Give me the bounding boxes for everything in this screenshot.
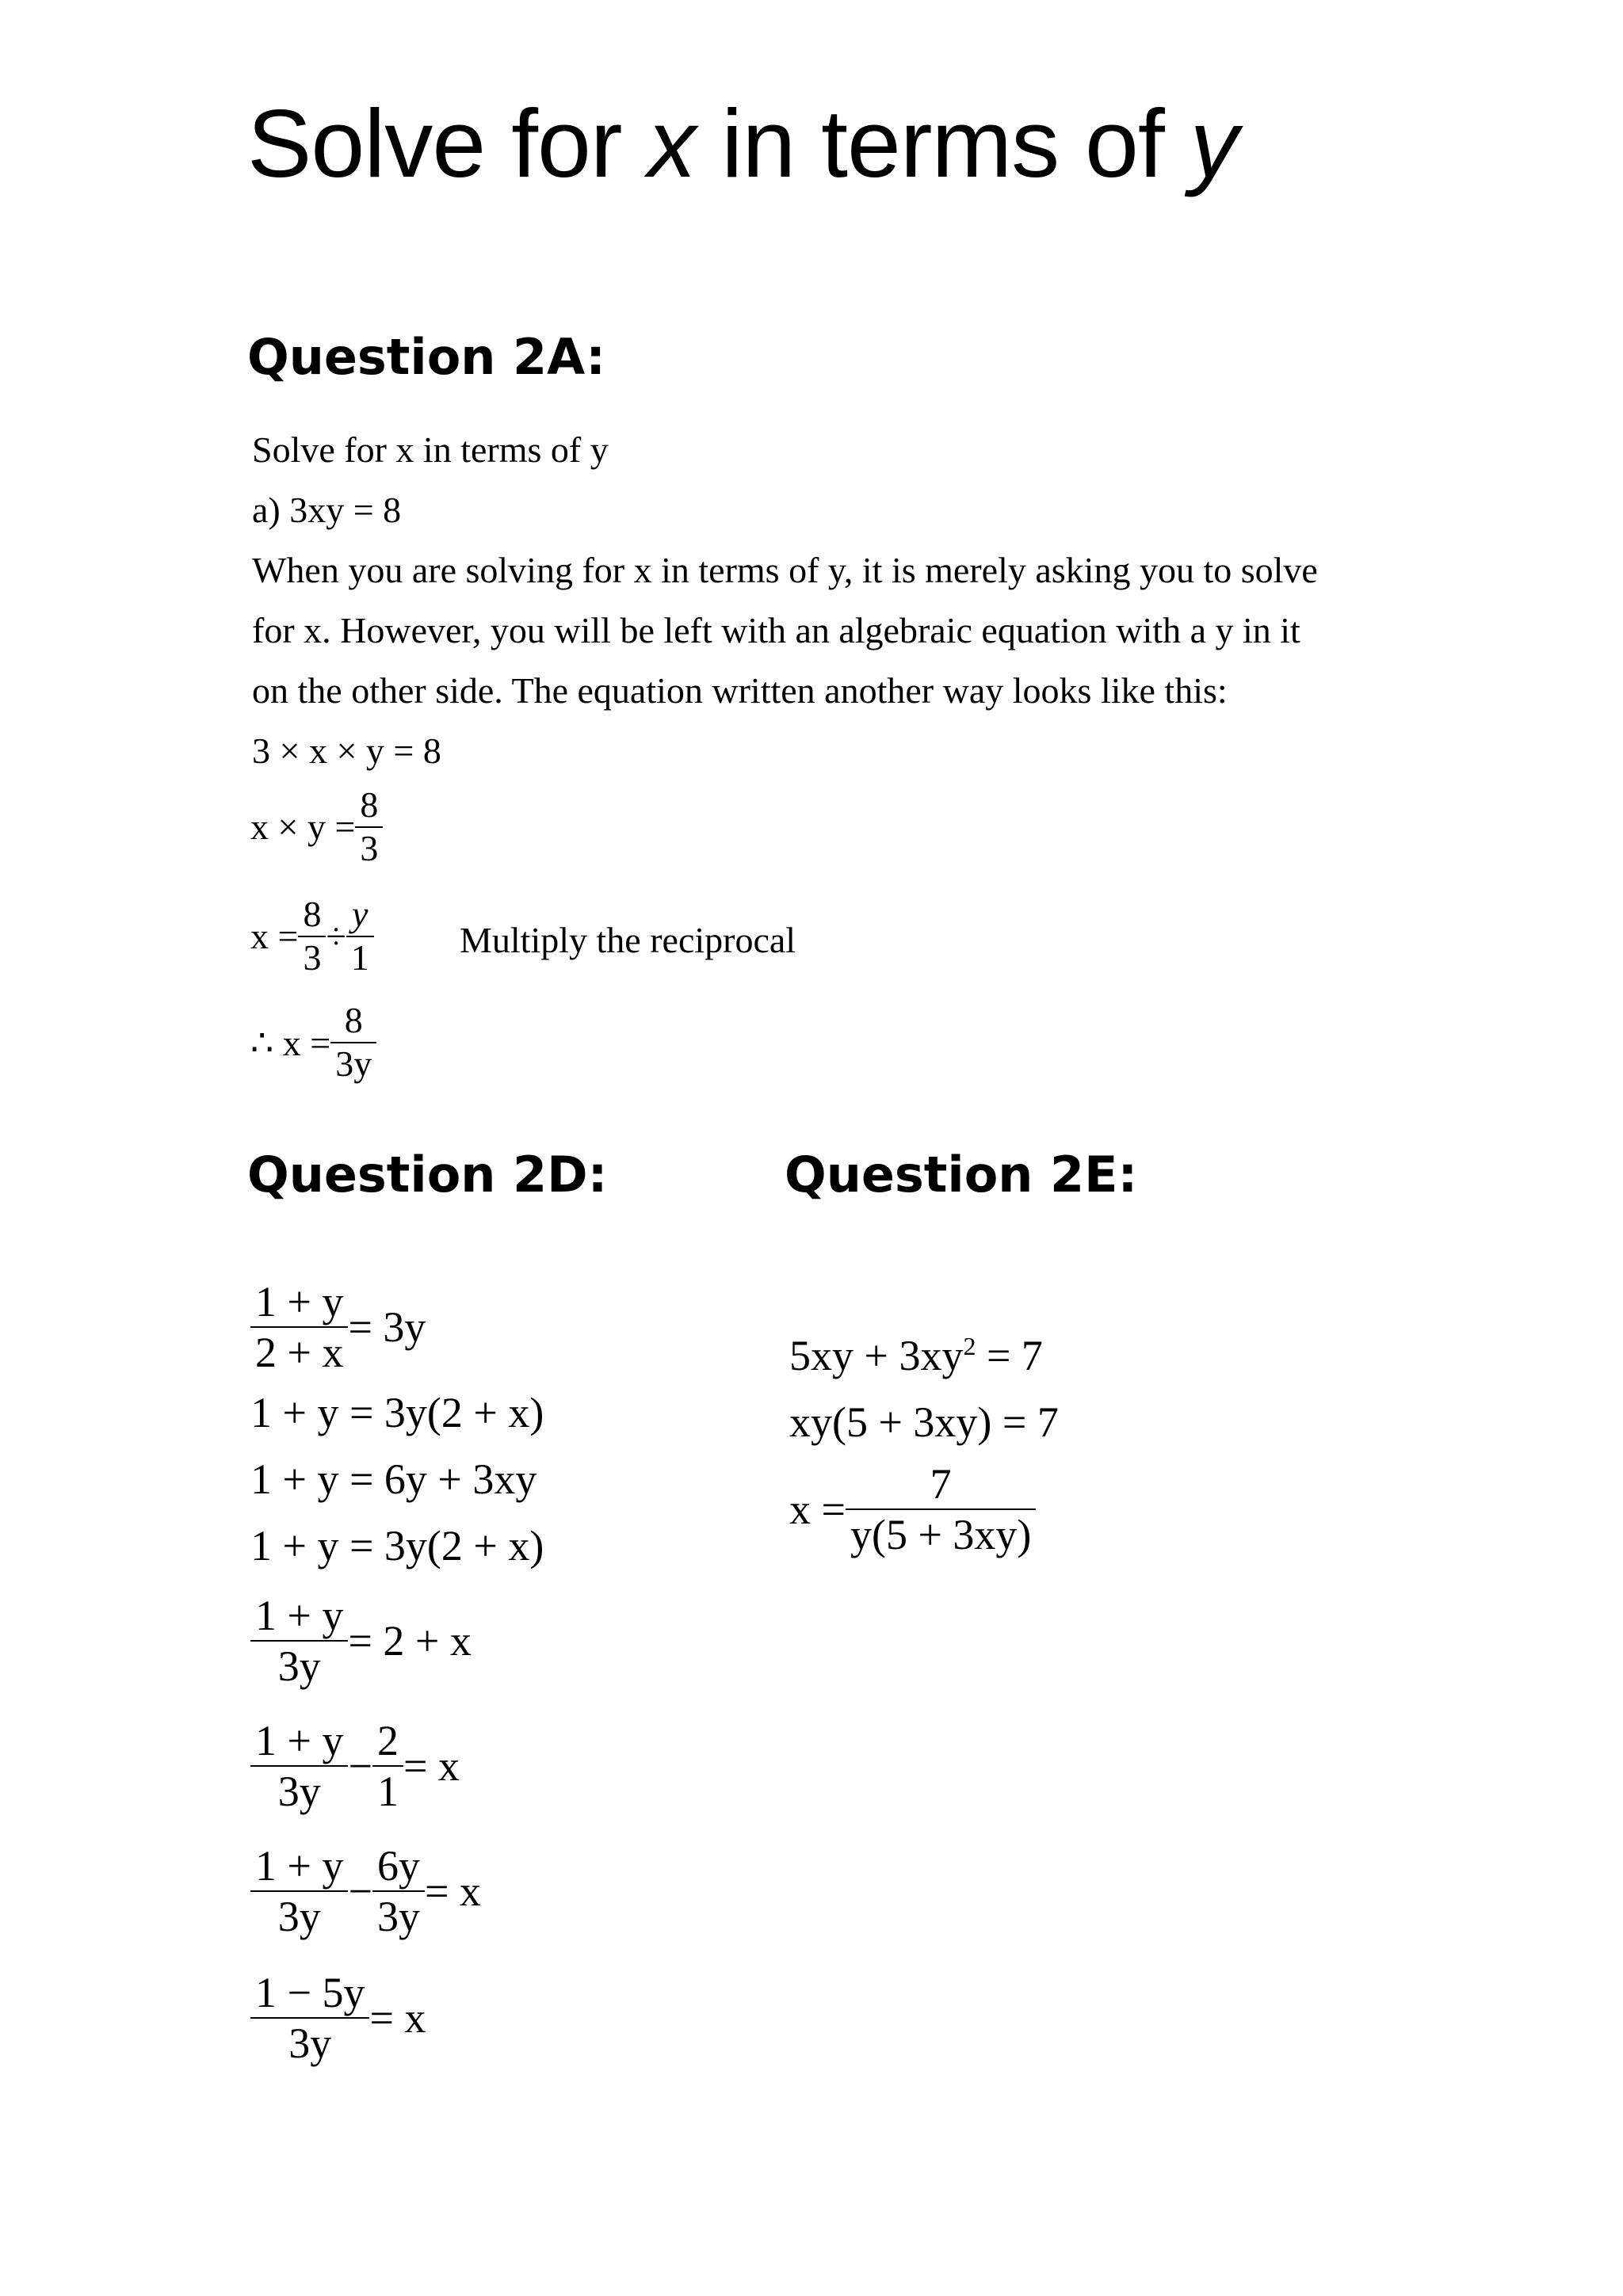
step-2-numerator: 8	[360, 784, 379, 825]
step-4-denominator: 3y	[335, 1043, 372, 1084]
step-3-note: Multiply the reciprocal	[460, 920, 796, 960]
explanation-line-3: on the other side. The equation written another way looks like this:	[252, 670, 1228, 711]
q2d-line-6-denominator-1: 3y	[277, 1768, 321, 1816]
q2d-line-1	[250, 1277, 426, 1377]
q2d-line-8-rhs: = x	[369, 1994, 426, 2042]
minus-operator: −	[348, 1742, 372, 1791]
step-4	[250, 1000, 376, 1085]
title-var-x: x	[647, 90, 696, 197]
q2d-line-8-fraction	[250, 1968, 369, 2068]
question-2a-prompt: Solve for x in terms of y	[252, 429, 609, 470]
q2d-line-5	[250, 1591, 472, 1691]
q2d-line-1-fraction	[250, 1277, 348, 1377]
divide-operator: ÷	[326, 916, 346, 957]
q2d-line-3: 1 + y = 6y + 3xy	[250, 1455, 537, 1503]
step-2-lhs: x × y =	[250, 807, 356, 848]
q2d-line-2: 1 + y = 3y(2 + x)	[250, 1389, 544, 1436]
q2d-line-7-numerator-1: 1 + y	[255, 1842, 344, 1890]
q2d-line-5-numerator: 1 + y	[255, 1592, 344, 1639]
question-2a-part: a) 3xy = 8	[252, 490, 402, 530]
q2d-line-1-numerator: 1 + y	[255, 1278, 344, 1325]
q2e-line-3-denominator: y(5 + 3xy)	[850, 1511, 1032, 1559]
q2d-line-1-rhs: = 3y	[348, 1303, 426, 1352]
step-3-numerator-1: 8	[303, 894, 322, 934]
q2d-line-1-denominator: 2 + x	[255, 1329, 344, 1377]
step-2-denominator: 3	[360, 827, 379, 868]
q2e-line-3-lhs: x =	[789, 1486, 846, 1534]
q2d-line-5-denominator: 3y	[277, 1642, 321, 1691]
page-title	[247, 90, 1238, 197]
q2d-line-6-numerator-2: 2	[376, 1717, 399, 1764]
step-3-numerator-2: y	[351, 894, 369, 934]
q2d-line-6-fraction-1	[250, 1716, 348, 1816]
q2d-line-7-rhs: = x	[424, 1867, 481, 1916]
step-3-fraction-2	[346, 894, 374, 979]
q2d-line-8-numerator: 1 − 5y	[255, 1969, 365, 2016]
question-2a-heading: Question 2A:	[247, 328, 606, 386]
question-2a-body	[252, 420, 1457, 781]
q2d-line-8	[250, 1968, 426, 2068]
q2d-line-5-rhs: = 2 + x	[348, 1617, 472, 1665]
step-3-lhs: x =	[250, 916, 299, 957]
minus-operator: −	[348, 1867, 372, 1916]
question-2e-heading: Question 2E:	[785, 1146, 1138, 1203]
step-2	[250, 784, 383, 870]
q2d-line-6-denominator-2: 1	[376, 1768, 399, 1816]
step-3-fraction-1	[298, 894, 326, 979]
q2d-line-7-fraction-2	[372, 1841, 425, 1941]
q2d-line-6-numerator-1: 1 + y	[255, 1717, 344, 1764]
q2d-line-6-fraction-2	[372, 1716, 403, 1816]
q2e-line-3-numerator: 7	[930, 1460, 952, 1508]
step-3	[250, 894, 374, 979]
q2d-line-5-fraction	[250, 1591, 348, 1691]
q2e-line-3-fraction	[846, 1459, 1036, 1559]
title-middle: in terms of	[695, 90, 1190, 197]
step-2-fraction	[355, 784, 383, 870]
q2d-line-8-denominator: 3y	[288, 2019, 332, 2068]
q2d-line-7-denominator-1: 3y	[277, 1893, 321, 1941]
title-var-y: y	[1190, 90, 1238, 197]
step-1: 3 × x × y = 8	[252, 730, 441, 771]
q2e-line-1-exponent: 2	[963, 1332, 976, 1360]
step-4-fraction	[330, 1000, 376, 1085]
step-4-numerator: 8	[344, 1000, 363, 1040]
q2e-line-1	[789, 1331, 1043, 1380]
q2d-line-7-fraction-1	[250, 1841, 348, 1941]
q2e-line-2: xy(5 + 3xy) = 7	[789, 1398, 1059, 1446]
q2d-line-6	[250, 1716, 460, 1816]
title-prefix: Solve for	[247, 90, 648, 197]
q2d-line-7-numerator-2: 6y	[376, 1842, 420, 1890]
q2d-line-7-denominator-2: 3y	[376, 1893, 420, 1941]
q2e-line-1-rhs: = 7	[976, 1332, 1043, 1379]
q2d-line-4: 1 + y = 3y(2 + x)	[250, 1522, 544, 1569]
explanation-line-1: When you are solving for x in terms of y, it is merely asking you to solve	[252, 550, 1318, 590]
q2d-line-6-rhs: = x	[403, 1742, 460, 1791]
step-3-denominator-2: 1	[350, 936, 369, 978]
q2e-line-3	[789, 1459, 1036, 1559]
question-2d-heading: Question 2D:	[247, 1146, 608, 1203]
q2d-line-7	[250, 1841, 481, 1941]
q2e-line-1-lhs: 5xy + 3xy	[789, 1332, 964, 1379]
step-4-lhs: ∴ x =	[250, 1022, 331, 1063]
step-3-denominator-1: 3	[303, 936, 322, 978]
explanation-line-2: for x. However, you will be left with an algebraic equation with a y in it	[252, 610, 1300, 650]
